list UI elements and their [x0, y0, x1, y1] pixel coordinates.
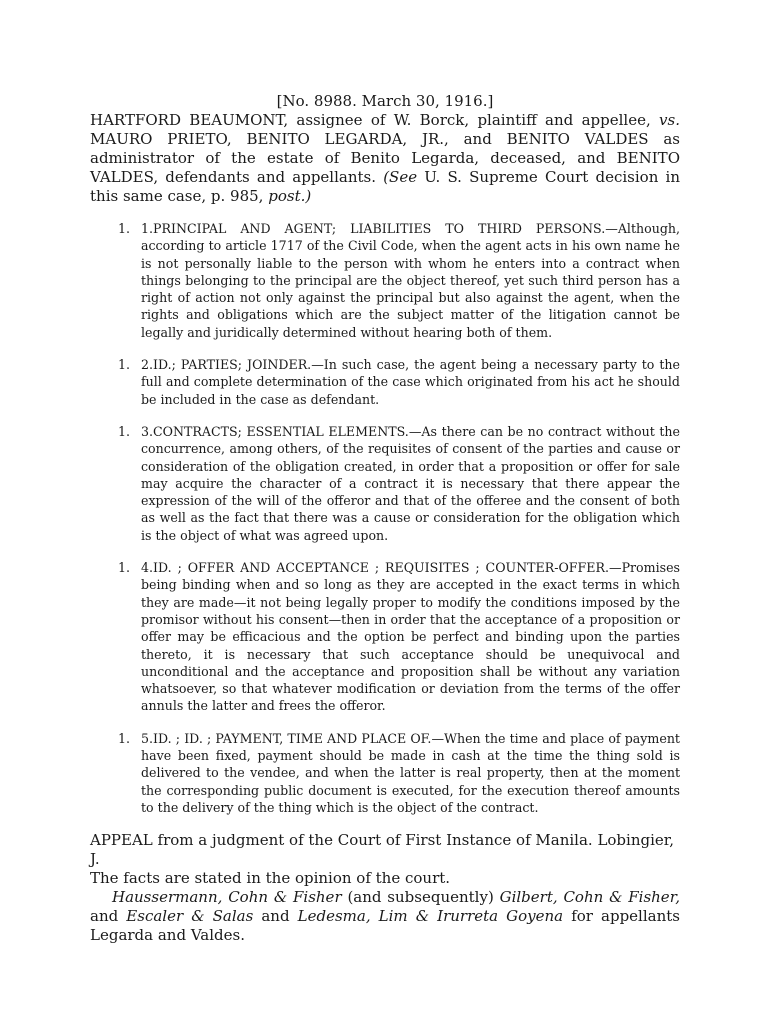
syllabus-list — [90, 220, 680, 816]
see-reference: U. S. Supreme Court decision in this same case, p. 985, — [90, 168, 680, 205]
and-text-2: and — [261, 907, 290, 926]
counsel-firm-4: Ledesma, Lim & Irurreta Goyena — [297, 907, 564, 926]
docket-number: [No. 8988. March 30, 1916.] — [276, 92, 494, 110]
syllabus-number: 1. — [118, 423, 131, 439]
appeal-line: APPEAL from a judgment of the Court of First Instance of Manila. Lobingier, J. — [90, 831, 675, 869]
syllabus-body: —Promises being binding when and so long as they are accepted in the exact terms in which they are made—it not being legally proper to modify the conditions imposed by the promisor without his consent—then in order that the acceptance of a proposition or offer may be efficacious and the option be perfect and binding upon the parties thereto, it is necessary that such acceptance should be unequivocal and unconditional and the acceptance and proposition shall be without any variation whatsoever, so that whatever modification or deviation from the terms of the offer annuls the latter and frees the offeror. — [141, 560, 680, 714]
syllabus-heading: 4.ID. ; OFFER AND ACCEPTANCE ; REQUISITES ; COUNTER-OFFER. — [141, 560, 609, 576]
syllabus-item — [118, 559, 680, 715]
syllabus-text — [141, 356, 680, 408]
and-subsequently-text: (and subsequently) — [347, 888, 494, 907]
syllabus-text — [141, 730, 680, 816]
syllabus-number: 1. — [118, 357, 131, 373]
counsel-firm-1: Haussermann, Cohn & Fisher — [112, 888, 342, 907]
document-page — [90, 92, 680, 945]
see-post: post.) — [268, 187, 312, 205]
syllabus-number: 1. — [118, 221, 131, 236]
syllabus-item — [118, 730, 680, 816]
syllabus-text — [141, 220, 680, 341]
see-open: (See — [383, 168, 418, 186]
counsel-firm-3: Escaler & Salas — [126, 907, 254, 926]
syllabus-item — [118, 423, 680, 544]
syllabus-number: 1. — [118, 730, 131, 746]
syllabus-heading: 3.CONTRACTS; ESSENTIAL ELEMENTS. — [141, 423, 409, 439]
syllabus-body: —In such case, the agent being a necessary party to the full and complete determination of the case which originated from his act he should be included in the case as defendant. — [141, 357, 680, 407]
counsel-tail: for appellants Legarda and Valdes. — [90, 907, 680, 945]
counsel-firm-2: Gilbert, Cohn & Fisher, — [499, 888, 680, 907]
syllabus-heading: 2.ID.; PARTIES; JOINDER. — [141, 357, 312, 373]
syllabus-number: 1. — [118, 560, 131, 576]
syllabus-body: —As there can be no contract without the concurrence, among others, of the requisites of consent of the parties and cause or consideration of the obligation created, in order that a proposition or offer for sale may acquire the character of a contract it is necessary that there appear the expression of the will of the offeror and that of the offeree and the consent of both as well as the fact that there was a cause or consideration for the obligation which is the object of what was agreed upon. — [141, 423, 680, 543]
syllabus-item — [118, 220, 680, 341]
syllabus-body: —Although, according to article 1717 of the Civil Code, when the agent acts in his own name he is not personally liable to the person with whom he enters into a contract when things belonging to the principal are the object thereof, yet such third person has a right of action not only against the principal but also against the agent, when the rights and obligations which are the subject matter of the litigation cannot be legally and juridically determined without hearing both of them. — [141, 221, 680, 340]
case-trailer — [90, 831, 680, 945]
syllabus-item — [118, 356, 680, 408]
syllabus-heading: 1.PRINCIPAL AND AGENT; LIABILITIES TO THIRD PERSONS. — [141, 221, 606, 236]
counsel-paragraph — [90, 888, 680, 945]
versus-label: vs. — [659, 111, 680, 129]
case-caption — [90, 111, 680, 206]
syllabus-body: —When the time and place of payment have been fixed, payment should be made in cash at the time the thing sold is delivered to the vendee, and when the latter is real property, then at the moment the corresponding public document is executed, for the execution thereof amounts to the delivery of the thing which is the object of the contract. — [141, 730, 680, 815]
plaintiff-text: HARTFORD BEAUMONT, assignee of W. Borck, plaintiff and appellee, — [90, 111, 651, 129]
facts-line: The facts are stated in the opinion of the court. — [90, 869, 451, 888]
syllabus-heading: 5.ID. ; ID. ; PAYMENT, TIME AND PLACE OF. — [141, 730, 432, 746]
defendants-text: MAURO PRIETO, BENITO LEGARDA, JR., and BENITO VALDES as administrator of the estate of Benito Legarda, deceased, and BENITO VALDES, defendants and appellants. — [90, 130, 680, 186]
and-text-1: and — [90, 907, 119, 926]
syllabus-text — [141, 423, 680, 544]
syllabus-text — [141, 559, 680, 715]
